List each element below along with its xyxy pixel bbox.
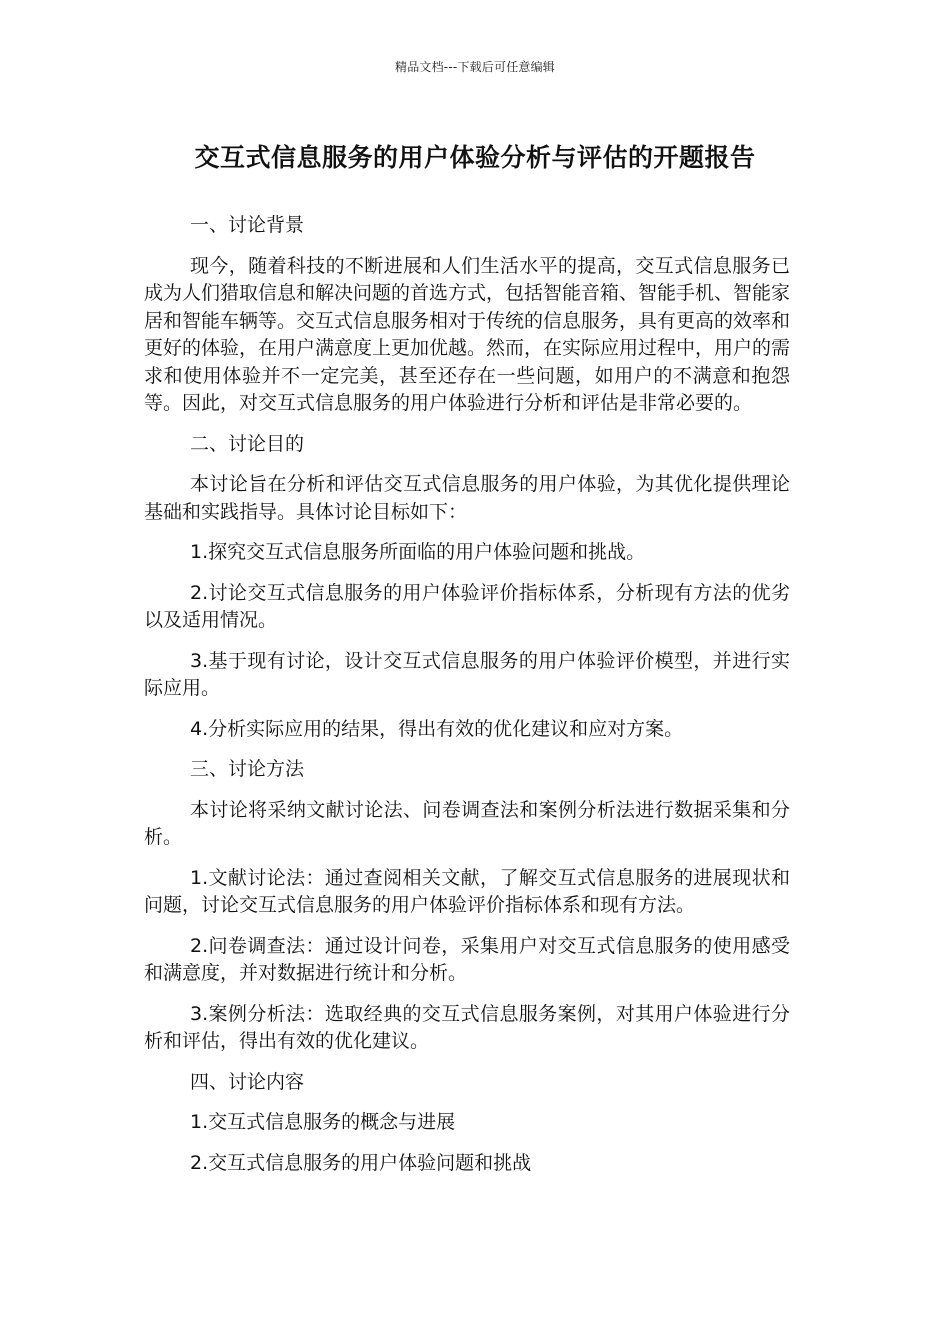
list-item-goal-1: 1.探究交互式信息服务所面临的用户体验问题和挑战。 xyxy=(190,541,646,563)
list-item-method-3: 3.案例分析法：选取经典的交互式信息服务案例，对其用户体验进行分析和评估，得出有效的优化建议。 xyxy=(144,1002,790,1052)
section-heading-purpose: 二、讨论目的 xyxy=(190,432,305,455)
list-item-goal-2: 2.讨论交互式信息服务的用户体验评价指标体系，分析现有方法的优劣以及适用情况。 xyxy=(144,581,790,631)
paragraph-purpose: 本讨论旨在分析和评估交互式信息服务的用户体验，为其优化提供理论基础和实践指导。具体讨论目标如下： xyxy=(144,473,790,523)
section-heading-method: 三、讨论方法 xyxy=(190,758,305,780)
list-item-content-2: 2.交互式信息服务的用户体验问题和挑战 xyxy=(190,1151,532,1174)
list-item-goal-3: 3.基于现有讨论，设计交互式信息服务的用户体验评价模型，并进行实际应用。 xyxy=(144,649,790,699)
section-heading-background: 一、讨论背景 xyxy=(190,214,305,236)
paragraph-method: 本讨论将采纳文献讨论法、问卷调查法和案例分析法进行数据采集和分析。 xyxy=(144,798,790,848)
header-note: 精品文档---下载后可任意编辑 xyxy=(395,60,555,74)
list-item-goal-4: 4.分析实际应用的结果，得出有效的优化建议和应对方案。 xyxy=(190,717,684,740)
document-title: 交互式信息服务的用户体验分析与评估的开题报告 xyxy=(194,143,756,172)
list-item-content-1: 1.交互式信息服务的概念与进展 xyxy=(190,1111,456,1133)
section-heading-content: 四、讨论内容 xyxy=(190,1070,305,1093)
document-body xyxy=(144,212,790,1190)
list-item-method-1: 1.文献讨论法：通过查阅相关文献，了解交互式信息服务的进展现状和问题，讨论交互式信息服务的用户体验评价指标体系和现有方法。 xyxy=(144,866,790,916)
paragraph-background: 现今，随着科技的不断进展和人们生活水平的提高，交互式信息服务已成为人们猎取信息和解决问题的首选方式，包括智能音箱、智能手机、智能家居和智能车辆等。交互式信息服务相对于传统的信息服务，具有更高的效率和更好的体验，在用户满意度上更加优越。然而，在实际应用过程中，用户的需求和使用体验并不一定完美，甚至还存在一些问题，如用户的不满意和抱怨等。因此，对交互式信息服务的用户体验进行分析和评估是非常必要的。 xyxy=(144,254,791,414)
list-item-method-2: 2.问卷调查法：通过设计问卷，采集用户对交互式信息服务的使用感受和满意度，并对数据进行统计和分析。 xyxy=(144,934,790,984)
